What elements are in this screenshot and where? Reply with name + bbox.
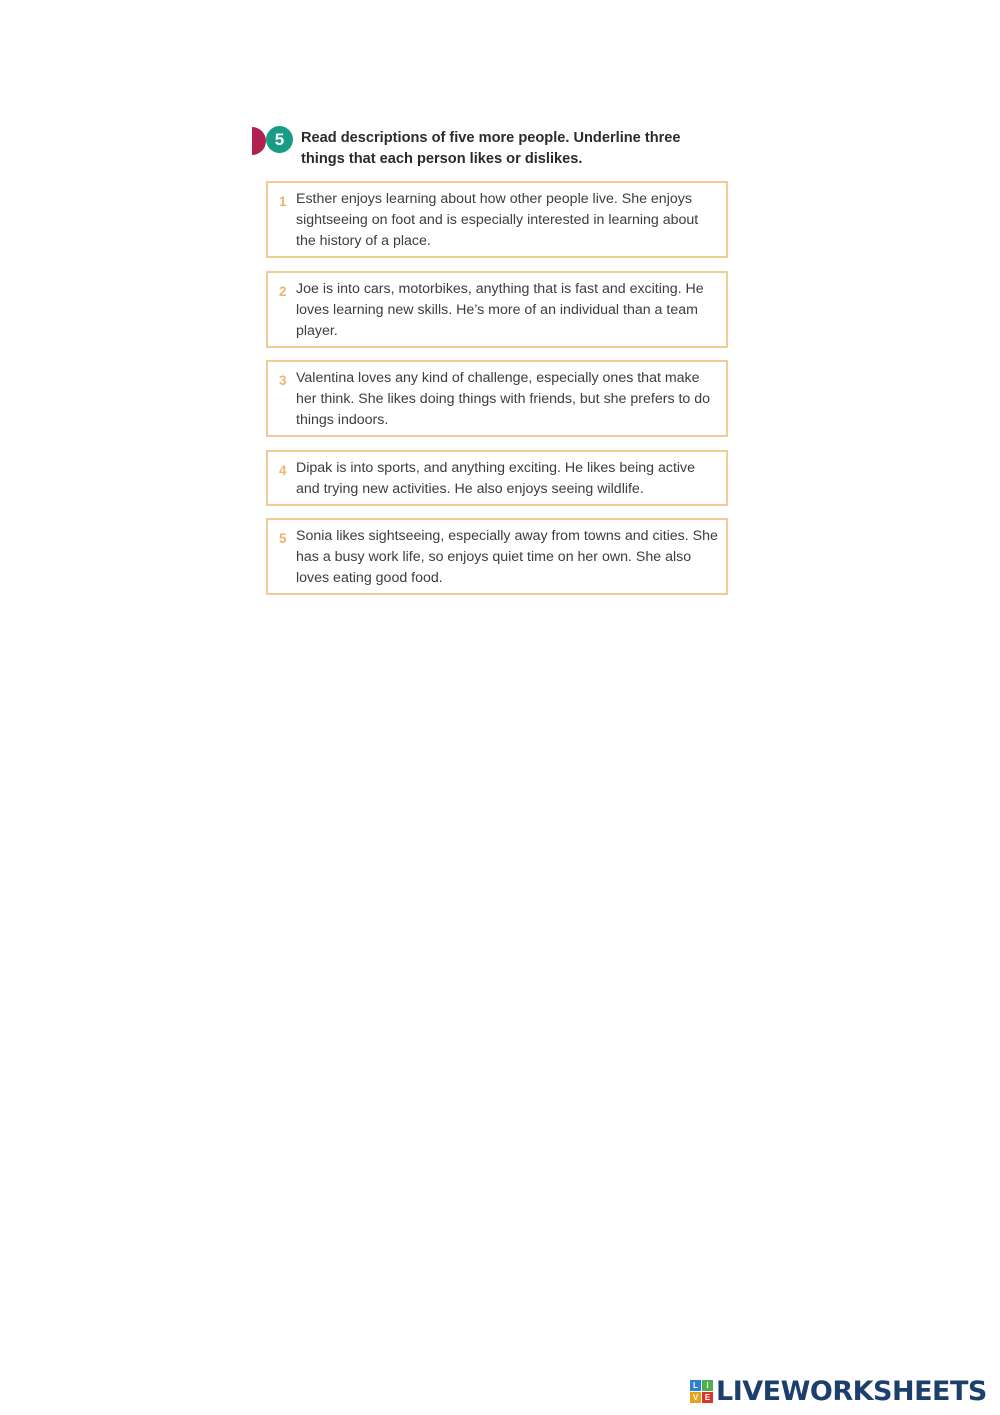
description-box-4 (266, 450, 728, 506)
description-box-1 (266, 181, 728, 258)
description-box-2 (266, 271, 728, 348)
description-text[interactable]: Dipak is into sports, and anything exciting. He likes being active and trying new activities. He also enjoys seeing wildlife. (296, 460, 696, 497)
exercise-number-badge: 5 (266, 126, 293, 153)
description-number: 5 (279, 531, 287, 546)
exercise-instructions: Read descriptions of five more people. Underline three things that each person likes or dislikes. (301, 130, 681, 167)
description-text[interactable]: Esther enjoys learning about how other people live. She enjoys sightseeing on foot and is especially interested in learning about the history of a place. (296, 191, 699, 249)
exercise-header (252, 124, 752, 172)
description-box-3 (266, 360, 728, 437)
description-box-5 (266, 518, 728, 595)
description-number: 3 (279, 373, 287, 388)
section-marker-icon (252, 127, 266, 155)
description-text[interactable]: Joe is into cars, motorbikes, anything that is fast and exciting. He loves learning new skills. He’s more of an individual than a team player. (296, 281, 704, 339)
liveworksheets-logo[interactable] (690, 1374, 987, 1408)
logo-cell: L (690, 1380, 701, 1391)
description-number: 2 (279, 284, 287, 299)
logo-grid-icon (690, 1380, 713, 1403)
logo-cell: E (702, 1392, 713, 1403)
logo-wordmark: LIVEWORKSHEETS (716, 1375, 987, 1407)
description-text[interactable]: Valentina loves any kind of challenge, especially ones that make her think. She likes doing things with friends, but she prefers to do things indoors. (296, 370, 711, 428)
logo-cell: I (702, 1380, 713, 1391)
description-number: 4 (279, 463, 287, 478)
logo-cell: V (690, 1392, 701, 1403)
description-number: 1 (279, 194, 287, 209)
description-text[interactable]: Sonia likes sightseeing, especially away from towns and cities. She has a busy work life, so enjoys quiet time on her own. She also loves eating good food. (296, 528, 718, 586)
